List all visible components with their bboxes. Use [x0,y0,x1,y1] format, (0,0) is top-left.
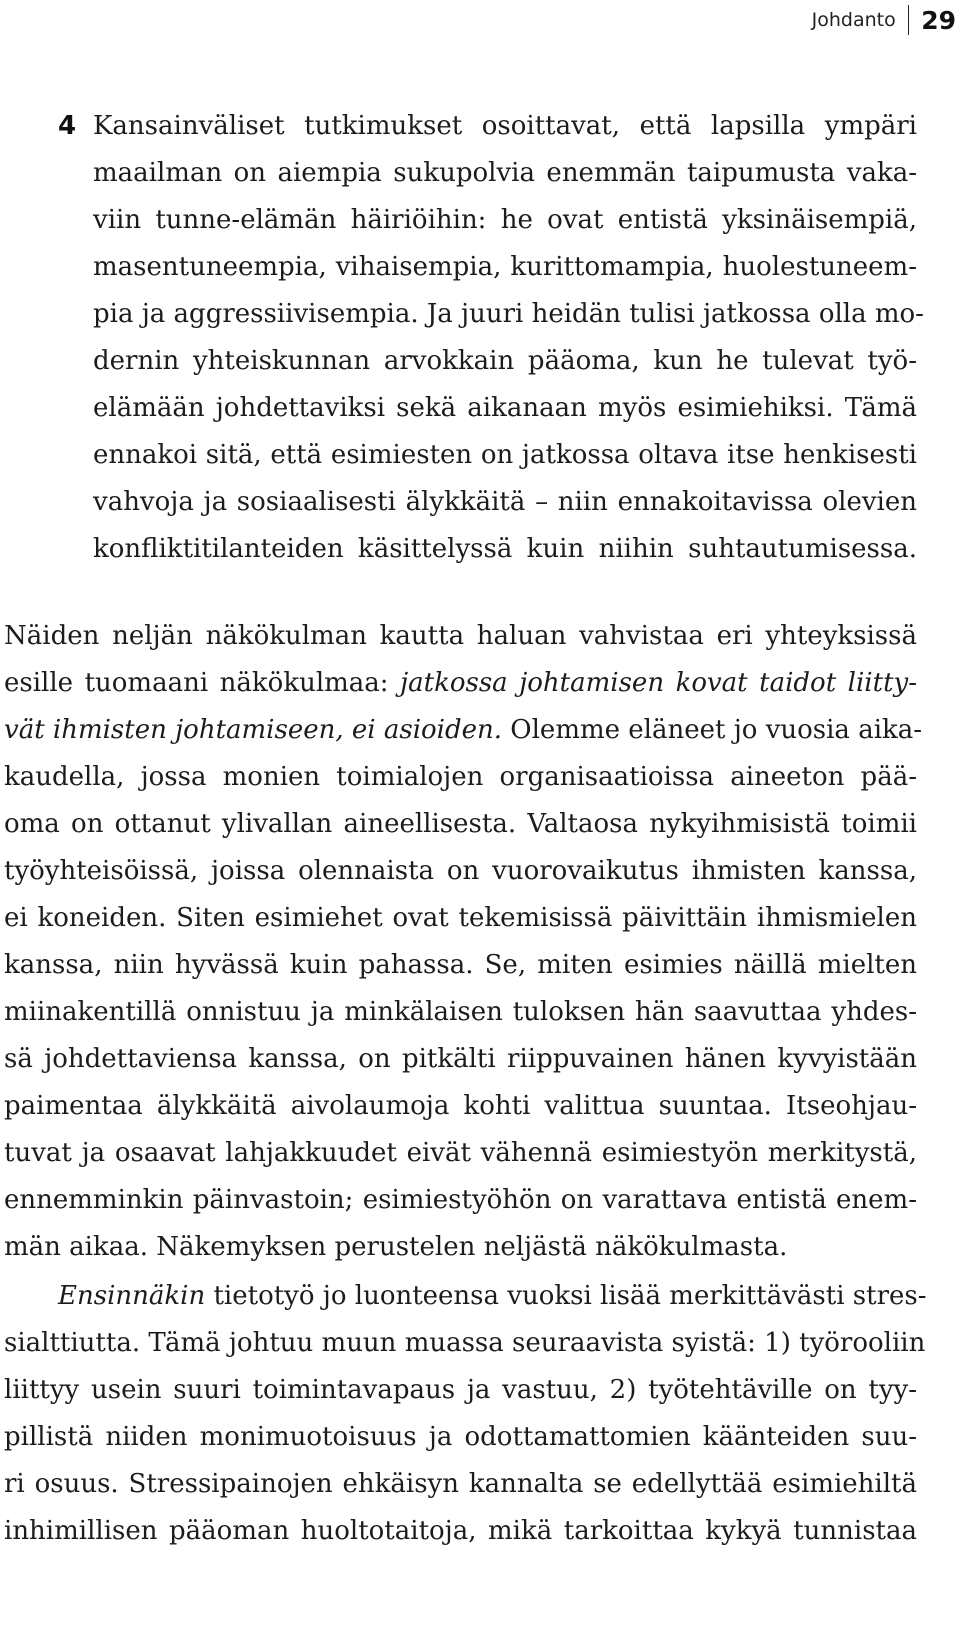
paragraph-line: liittyy usein suuri toimintavapaus ja vastuu, 2) työtehtäville on tyy- [4,1375,917,1405]
text-span: esille tuomaani näkökulmaa: [4,668,401,698]
paragraph-line: oma on ottanut ylivallan aineellisesta. Valtaosa nykyihmisistä toimii [4,809,917,839]
item-line: vahvoja ja sosiaalisesti älykkäitä – niin ennakoitavissa olevien [93,487,917,517]
paragraph-line: miinakentillä onnistuu ja minkälaisen tuloksen hän saavuttaa yhdes- [4,997,917,1027]
section-title: Johdanto [811,9,896,31]
paragraph-line: sä johdettaviensa kanssa, on pitkälti riippuvainen hänen kyvyistään [4,1044,917,1074]
paragraph-line: ei koneiden. Siten esimiehet ovat tekemisissä päivittäin ihmismielen [4,903,917,933]
paragraph-line [4,713,923,747]
paragraph-line: kaudella, jossa monien toimialojen organisaatioissa aineeton pää- [4,762,917,792]
paragraph-line [58,1279,927,1313]
page-number: 29 [921,5,956,35]
paragraph-line: sialttiutta. Tämä johtuu muun muassa seuraavista syistä: 1) työrooliin [4,1328,926,1358]
list-item-number: 4 [58,111,77,141]
item-line: pia ja aggressiivisempia. Ja juuri heidän tulisi jatkossa olla mo- [93,299,924,329]
item-line: viin tunne-elämän häiriöihin: he ovat entistä yksinäisempiä, [93,205,917,235]
item-line: konfliktitilanteiden käsittelyssä kuin niihin suhtautumisessa. [93,534,917,564]
item-line: ennakoi sitä, että esimiesten on jatkossa oltava itse henkisesti [93,440,917,470]
item-line: dernin yhteiskunnan arvokkain pääoma, kun he tulevat työ- [93,346,917,376]
paragraph-line: paimentaa älykkäitä aivolaumoja kohti valittua suuntaa. Itseohjau- [4,1091,917,1121]
paragraph-line: män aikaa. Näkemyksen perustelen neljästä näkökulmasta. [4,1232,788,1262]
paragraph-line [4,666,917,700]
emphasis-text: vät ihmisten johtamiseen, ei asioiden. [4,715,503,745]
paragraph-line: inhimillisen pääoman huoltotaitoja, mikä tarkoittaa kykyä tunnistaa [4,1516,917,1546]
text-span: Olemme eläneet jo vuosia aika- [502,715,923,745]
paragraph-line: pillistä niiden monimuotoisuus ja odottamattomien käänteiden suu- [4,1422,917,1452]
item-line: maailman on aiempia sukupolvia enemmän taipumusta vaka- [93,158,917,188]
item-line: masentuneempia, vihaisempia, kurittomampia, huolestuneem- [93,252,917,282]
emphasis-text: Ensinnäkin [58,1281,206,1311]
paragraph-line: Näiden neljän näkökulman kautta haluan vahvistaa eri yhteyksissä [4,621,917,651]
running-header [812,2,956,38]
paragraph-line: työyhteisöissä, joissa olennaista on vuorovaikutus ihmisten kanssa, [4,856,917,886]
paragraph-line: ennemminkin päinvastoin; esimiestyöhön on varattava entistä enem- [4,1185,917,1215]
emphasis-text: jatkossa johtamisen kovat taidot liitty- [400,668,917,698]
paragraph-line: kanssa, niin hyvässä kuin pahassa. Se, miten esimies näillä mielten [4,950,917,980]
item-line: elämään johdettaviksi sekä aikanaan myös esimiehiksi. Tämä [93,393,917,423]
text-span: tietotyö jo luonteensa vuoksi lisää merkittävästi stres- [205,1281,927,1311]
item-line: Kansainväliset tutkimukset osoittavat, että lapsilla ympäri [93,111,917,141]
paragraph-line: ri osuus. Stressipainojen ehkäisyn kannalta se edellyttää esimiehiltä [4,1469,917,1499]
paragraph-line: tuvat ja osaavat lahjakkuudet eivät vähennä esimiestyön merkitystä, [4,1138,917,1168]
